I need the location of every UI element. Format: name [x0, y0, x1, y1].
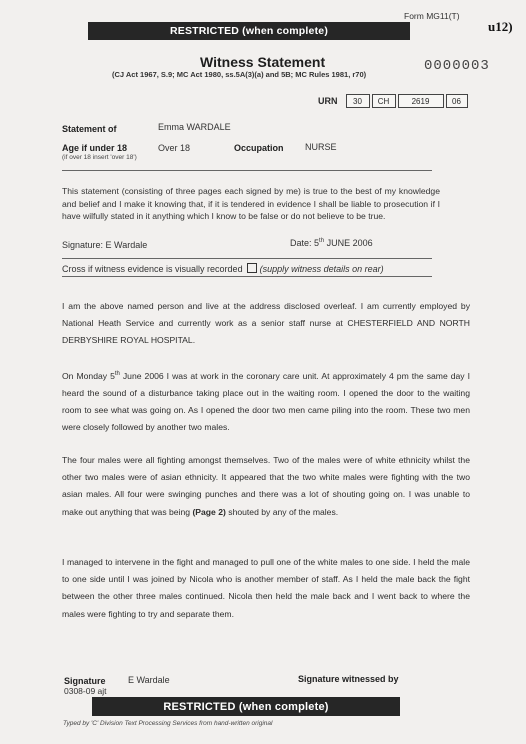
paragraph-3-end: shouted by any of the males.	[228, 506, 339, 517]
age-note: (if over 18 insert 'over 18')	[62, 154, 137, 161]
statement-of-label: Statement of	[62, 124, 117, 134]
signature-value: E Wardale	[105, 240, 148, 250]
statement-paragraph-4: I managed to intervene in the fight and managed to pull one of the white males to one side. I held the male to one side until I was joined by Nicola who is another member of staff. As I held the male back the fight between the other three males continued. Nicola then held the male back and I went back to where the males were fighting to try and separate them.	[62, 557, 470, 619]
urn-box-3: 2619	[398, 94, 444, 108]
paragraph-2-start: On Monday 5	[62, 370, 115, 381]
paragraph-2-rest: June 2006 I was at work in the coronary care unit. At approximately 4 pm the same day I heard the sound of a disturbance taking place out in the waiting room. I opened the door to the waiting room to see what was going on. As I opened the door two men came piling into the room. These two men were closely followed by another two males.	[62, 370, 471, 433]
declaration-text: This statement (consisting of three pages each signed by me) is true to the best of my knowledge and belief and I make it knowing that, if it is tendered in evidence I shall be liable to prosecution if I have wilfully stated in it anything which I know to be false or do not believe to be true.	[62, 186, 440, 222]
date-rest: JUNE 2006	[326, 238, 373, 248]
page-title: Witness Statement	[200, 54, 326, 70]
urn-box-4: 06	[446, 94, 468, 108]
form-number: Form MG11(T)	[404, 11, 460, 21]
paragraph-3-start: The four males were all fighting amongst themselves. Two of the males were of white ethnicity whilst the other two males were of asian ethnicity. It appeared that the two white males were fighting with the two asian males. All four were swinging punches and there was a lot of shouting going on. I was unable to make out anything that was being	[62, 455, 470, 517]
signature-witnessed-label: Signature witnessed by	[298, 674, 399, 684]
declaration-signature	[62, 240, 147, 250]
restricted-banner-top: RESTRICTED (when complete)	[88, 22, 410, 40]
urn-label: URN	[318, 96, 338, 106]
urn-box-2: CH	[372, 94, 396, 108]
date-day: 5	[314, 238, 320, 248]
footer-signature-label: Signature	[64, 676, 106, 686]
witness-occupation: NURSE	[305, 142, 337, 152]
signature-label: Signature:	[62, 240, 104, 250]
statute-reference: (CJ Act 1967, S.9; MC Act 1980, ss.5A(3)(a) and 5B; MC Rules 1981, r70)	[112, 70, 367, 79]
date-label: Date:	[290, 238, 312, 248]
urn-box-1: 30	[346, 94, 370, 108]
occupation-label: Occupation	[234, 143, 284, 153]
date-suffix: th	[319, 238, 325, 244]
restricted-banner-bottom: RESTRICTED (when complete)	[92, 697, 400, 716]
witness-name: Emma WARDALE	[158, 122, 231, 132]
visual-record-note: (supply witness details on rear)	[259, 264, 384, 274]
visual-record-line	[62, 263, 384, 274]
divider	[62, 258, 432, 259]
typed-by-note: Typed by 'C' Division Text Processing Services from hand-written original	[63, 720, 273, 727]
corner-tag: u12)	[488, 19, 513, 34]
age-label: Age if under 18	[62, 143, 128, 153]
paragraph-2-sup: th	[114, 371, 120, 377]
serial-number: 0000003	[424, 58, 490, 74]
footer-reference: 0308-09 ajt	[64, 686, 107, 696]
witness-age: Over 18	[158, 143, 191, 153]
declaration-date	[290, 238, 373, 248]
visual-record-checkbox[interactable]	[247, 263, 257, 273]
page-marker: (Page 2)	[192, 506, 226, 517]
visual-record-text: Cross if witness evidence is visually recorded	[62, 264, 243, 274]
divider	[62, 276, 432, 277]
footer-signature: E Wardale	[128, 675, 170, 685]
statement-paragraph-2	[62, 366, 470, 437]
statement-paragraph-1: I am the above named person and live at the address disclosed overleaf. I am currently employed by National Heath Service and currently work as a senior staff nurse at CHESTERFIELD AND NORTH DERBYSHIRE ROYAL HOSPITAL.	[62, 301, 470, 346]
urn-row	[318, 94, 470, 108]
divider	[62, 170, 432, 171]
statement-paragraph-3	[62, 452, 470, 521]
